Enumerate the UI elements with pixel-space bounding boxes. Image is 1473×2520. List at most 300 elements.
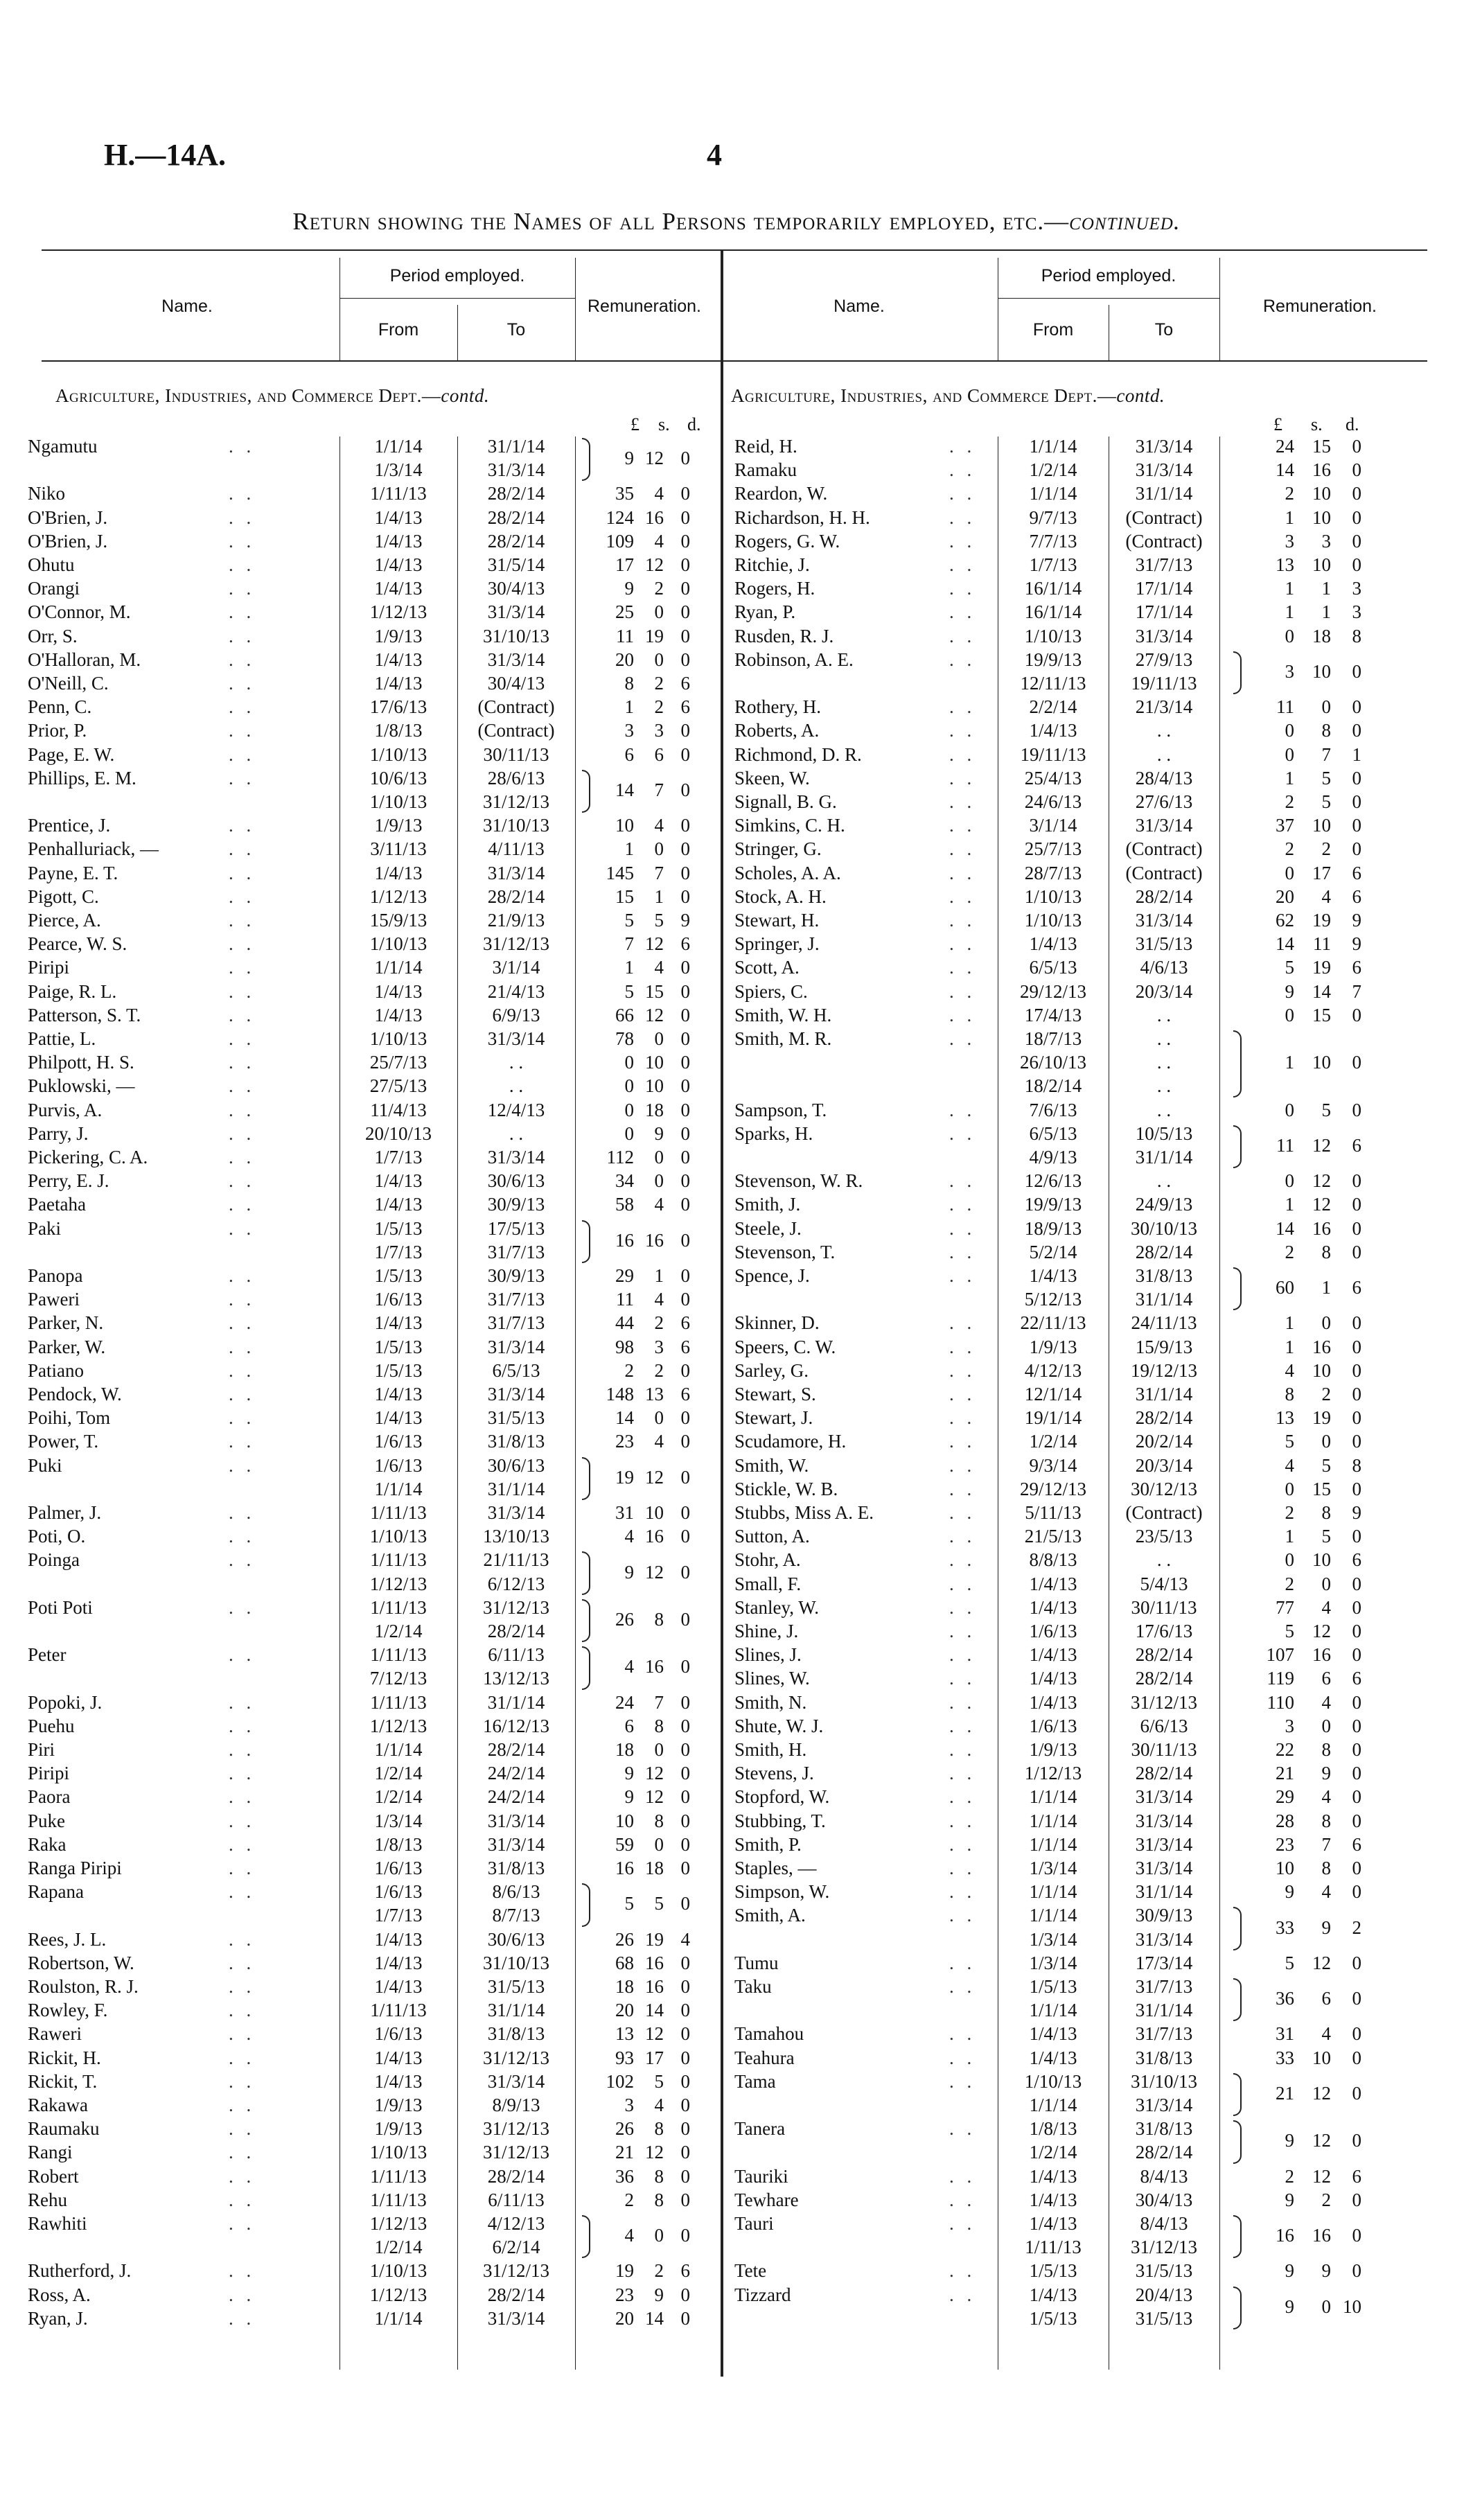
remuneration-pence: 0 — [680, 1407, 690, 1429]
period-from: 1/4/13 — [374, 1312, 423, 1334]
remuneration-pence: 0 — [1352, 1170, 1361, 1192]
period-to: 30/11/13 — [1131, 1596, 1197, 1618]
remuneration-pence: 0 — [680, 601, 690, 623]
remuneration-shillings: 16 — [1312, 459, 1331, 481]
remuneration-pounds: 77 — [1276, 1596, 1294, 1618]
remuneration-pence: 6 — [680, 2260, 690, 2282]
period-to: 24/9/13 — [1135, 1194, 1193, 1215]
person-name: Pattie, L. — [28, 1028, 96, 1049]
remuneration-pounds: 11 — [1276, 1134, 1294, 1156]
period-to: 30/9/13 — [487, 1194, 545, 1215]
period-from: 1/5/13 — [1029, 1976, 1077, 1997]
remuneration-pence: 0 — [680, 2000, 690, 2021]
period-to: 31/3/14 — [487, 1028, 545, 1049]
remuneration-pounds: 13 — [1276, 554, 1294, 575]
period-from: 1/1/14 — [374, 2307, 423, 2329]
remuneration-pounds: 5 — [1285, 957, 1294, 978]
period-to: 30/9/13 — [487, 1265, 545, 1286]
person-name: Small, F. — [734, 1573, 802, 1594]
period-from: 29/12/13 — [1019, 980, 1086, 1002]
period-from: 1/12/13 — [369, 601, 427, 623]
remuneration-pence: 0 — [1352, 436, 1361, 457]
period-from: 1/9/13 — [374, 2118, 423, 2140]
period-from: 1/11/13 — [370, 1644, 427, 1666]
remuneration-pence: 0 — [680, 1194, 690, 1215]
remuneration-pence: 2 — [1352, 1917, 1361, 1938]
remuneration-shillings: 16 — [645, 1229, 664, 1251]
period-to: 28/2/14 — [1135, 1668, 1193, 1689]
period-to: (Contract) — [1125, 506, 1203, 528]
remuneration-pence: 0 — [680, 2047, 690, 2068]
period-to: (Contract) — [477, 720, 555, 741]
remuneration-pence: 0 — [680, 448, 690, 469]
period-to: 31/12/13 — [482, 2142, 549, 2163]
leader-dots: . . — [949, 1502, 976, 1523]
remuneration-shillings: 19 — [1312, 910, 1331, 931]
leader-dots: . . — [949, 1739, 976, 1760]
remuneration-pence: 6 — [680, 1336, 690, 1357]
leader-dots: . . — [229, 1194, 256, 1215]
right-section-label: Agriculture, Industries, and Commerce Dept.— — [731, 385, 1117, 406]
leader-dots: . . — [229, 1763, 256, 1784]
period-from: 1/11/13 — [370, 1691, 427, 1713]
person-name: Steele, J. — [734, 1217, 802, 1239]
period-to: 31/1/14 — [1135, 1147, 1193, 1168]
period-from: 16/1/14 — [1024, 601, 1082, 623]
right-period-underline — [998, 298, 1219, 299]
remuneration-shillings: 6 — [1321, 1668, 1331, 1689]
remuneration-pounds: 5 — [1285, 1431, 1294, 1452]
remuneration-pence: 0 — [1352, 1312, 1361, 1334]
period-from: 1/2/14 — [1029, 1431, 1077, 1452]
person-name: Patterson, S. T. — [28, 1004, 141, 1025]
remuneration-pounds: 20 — [615, 2307, 634, 2329]
remuneration-shillings: 12 — [645, 2142, 664, 2163]
period-to: . . — [1156, 720, 1172, 741]
leader-dots: . . — [229, 1928, 256, 1950]
remuneration-pounds: 13 — [615, 2023, 634, 2045]
leader-dots: . . — [949, 1454, 976, 1476]
period-from: 1/12/13 — [369, 885, 427, 907]
remuneration-pence: 0 — [1352, 2260, 1361, 2282]
leader-dots: . . — [949, 720, 976, 741]
person-name: Speers, C. W. — [734, 1336, 836, 1357]
person-name: Popoki, J. — [28, 1691, 103, 1713]
period-to: 31/10/13 — [1130, 2070, 1197, 2092]
remuneration-pounds: 23 — [1276, 1833, 1294, 1855]
leader-dots: . . — [949, 1241, 976, 1262]
remuneration-shillings: 10 — [645, 1075, 664, 1097]
period-to: 31/1/14 — [487, 2000, 545, 2021]
period-to: 31/3/14 — [487, 2307, 545, 2329]
period-from: 1/4/13 — [1029, 2189, 1077, 2210]
period-to: 19/11/13 — [1131, 673, 1197, 694]
period-to: 31/5/13 — [487, 1976, 545, 1997]
period-to: 31/3/14 — [487, 459, 545, 481]
remuneration-pounds: 2 — [624, 2189, 634, 2210]
person-name: Ryan, J. — [28, 2307, 88, 2329]
period-to: 28/2/14 — [1135, 885, 1193, 907]
period-from: 1/10/13 — [1024, 625, 1082, 646]
remuneration-pounds: 98 — [615, 1336, 634, 1357]
remuneration-pounds: 3 — [1285, 1715, 1294, 1736]
period-to: . . — [509, 1052, 524, 1073]
period-from: 1/10/13 — [369, 933, 427, 955]
period-to: 30/11/13 — [1131, 1739, 1197, 1760]
period-to: 31/3/14 — [1135, 625, 1193, 646]
leader-dots: . . — [949, 1526, 976, 1547]
remuneration-pence: 0 — [680, 1561, 690, 1583]
period-to: 27/9/13 — [1135, 649, 1193, 670]
period-to: 12/4/13 — [487, 1099, 545, 1120]
remuneration-pounds: 17 — [615, 554, 634, 575]
remuneration-shillings: 12 — [645, 1466, 664, 1488]
period-to: . . — [1156, 1028, 1172, 1049]
person-name: Tamahou — [734, 2023, 804, 2045]
remuneration-shillings: 18 — [645, 1099, 664, 1120]
left-section-label: Agriculture, Industries, and Commerce Dept.— — [55, 385, 441, 406]
person-name: Simkins, C. H. — [734, 815, 845, 836]
leader-dots: . . — [949, 1407, 976, 1429]
person-name: Stopford, W. — [734, 1786, 830, 1808]
leader-dots: . . — [949, 815, 976, 836]
remuneration-pence: 0 — [680, 1786, 690, 1808]
period-from: 1/10/13 — [369, 791, 427, 812]
leader-dots: . . — [949, 554, 976, 575]
left-section-contd: contd. — [441, 385, 490, 406]
remuneration-shillings: 9 — [654, 1122, 664, 1144]
remuneration-shillings: 5 — [1321, 791, 1331, 812]
remuneration-shillings: 4 — [1321, 1786, 1331, 1808]
remuneration-pounds: 58 — [615, 1194, 634, 1215]
leader-dots: . . — [949, 910, 976, 931]
remuneration-shillings: 16 — [1312, 1217, 1331, 1239]
leader-dots: . . — [949, 1691, 976, 1713]
remuneration-shillings: 7 — [1321, 1833, 1331, 1855]
period-from: 1/12/13 — [369, 1573, 427, 1594]
leader-dots: . . — [949, 1905, 976, 1926]
remuneration-pounds: 29 — [1276, 1786, 1294, 1808]
leader-dots: . . — [949, 696, 976, 718]
period-from: 1/4/13 — [1029, 1691, 1077, 1713]
remuneration-shillings: 5 — [654, 910, 664, 931]
leader-dots: . . — [949, 2118, 976, 2140]
period-to: 17/1/14 — [1135, 601, 1193, 623]
leader-dots: . . — [949, 1881, 976, 1903]
period-from: 1/4/13 — [374, 1170, 423, 1192]
period-to: 28/2/14 — [1135, 2142, 1193, 2163]
period-to: 31/5/13 — [1135, 933, 1193, 955]
leader-dots: . . — [949, 1715, 976, 1736]
remuneration-pounds: 124 — [606, 506, 634, 528]
period-from: 26/10/13 — [1019, 1052, 1086, 1073]
remuneration-pence: 3 — [1352, 578, 1361, 599]
period-from: 1/4/13 — [374, 1976, 423, 1997]
person-name: Sarley, G. — [734, 1359, 809, 1381]
period-to: (Contract) — [1125, 838, 1203, 860]
remuneration-pence: 6 — [1352, 1134, 1361, 1156]
left-period-header: Period employed. — [389, 266, 525, 285]
person-name: Orr, S. — [28, 625, 78, 646]
grouping-brace — [582, 1646, 590, 1689]
period-from: 1/9/13 — [374, 815, 423, 836]
remuneration-pence: 0 — [680, 1147, 690, 1168]
leader-dots: . . — [229, 2023, 256, 2045]
person-name: Smith, W. H. — [734, 1004, 832, 1025]
person-name: Smith, M. R. — [734, 1028, 832, 1049]
period-to: 30/9/13 — [1135, 1905, 1193, 1926]
right-table-body — [734, 435, 1427, 2375]
person-name: Rickit, H. — [28, 2047, 101, 2068]
period-from: 1/4/13 — [1029, 1644, 1077, 1666]
period-to: . . — [1156, 1004, 1172, 1025]
remuneration-pence: 0 — [680, 862, 690, 883]
remuneration-pence: 0 — [1352, 1596, 1361, 1618]
person-name: Spence, J. — [734, 1265, 810, 1286]
remuneration-pounds: 0 — [624, 1099, 634, 1120]
leader-dots: . . — [229, 1170, 256, 1192]
period-from: 1/4/13 — [374, 578, 423, 599]
remuneration-pence: 0 — [680, 1466, 690, 1488]
remuneration-pence: 8 — [1352, 625, 1361, 646]
period-to: 13/10/13 — [482, 1526, 549, 1547]
remuneration-pounds: 1 — [624, 696, 634, 718]
leader-dots: . . — [949, 1478, 976, 1499]
leader-dots: . . — [949, 2189, 976, 2210]
period-from: 1/11/13 — [370, 483, 427, 504]
leader-dots: . . — [949, 885, 976, 907]
remuneration-pence: 0 — [1352, 1691, 1361, 1713]
leader-dots: . . — [949, 483, 976, 504]
person-name: Pierce, A. — [28, 910, 101, 931]
person-name: Purvis, A. — [28, 1099, 103, 1120]
person-name: Stohr, A. — [734, 1549, 801, 1571]
remuneration-shillings: 0 — [654, 649, 664, 670]
leader-dots: . . — [949, 1265, 976, 1286]
remuneration-pounds: 60 — [1276, 1277, 1294, 1298]
person-name: Puehu — [28, 1715, 75, 1736]
period-to: 20/4/13 — [1135, 2284, 1193, 2305]
leader-dots: . . — [229, 1715, 256, 1736]
remuneration-shillings: 16 — [645, 506, 664, 528]
period-to: 30/6/13 — [487, 1170, 545, 1192]
remuneration-pence: 6 — [1352, 2165, 1361, 2187]
period-from: 3/11/13 — [370, 838, 427, 860]
leader-dots: . . — [949, 2070, 976, 2092]
leader-dots: . . — [229, 1312, 256, 1334]
remuneration-shillings: 12 — [645, 933, 664, 955]
person-name: Panopa — [28, 1265, 83, 1286]
remuneration-shillings: 12 — [1312, 1621, 1331, 1641]
remuneration-pounds: 4 — [1285, 1359, 1294, 1381]
period-from: 1/11/13 — [370, 1502, 427, 1523]
remuneration-pence: 0 — [1352, 2082, 1361, 2104]
remuneration-shillings: 12 — [645, 1786, 664, 1808]
leader-dots: . . — [949, 1122, 976, 1144]
period-from: 1/5/13 — [374, 1217, 423, 1239]
period-from: 1/4/13 — [1029, 933, 1077, 955]
page-title — [0, 208, 1473, 236]
remuneration-pounds: 4 — [624, 1656, 634, 1677]
person-name: Perry, E. J. — [28, 1170, 109, 1192]
period-from: 15/9/13 — [369, 910, 427, 931]
period-from: 1/6/13 — [374, 1881, 423, 1903]
remuneration-pence: 0 — [1352, 1858, 1361, 1878]
remuneration-shillings: 8 — [1321, 1739, 1331, 1760]
remuneration-pounds: 36 — [1276, 1988, 1294, 2009]
remuneration-shillings: 17 — [645, 2047, 664, 2068]
period-to: 3/1/14 — [492, 957, 540, 978]
remuneration-pence: 0 — [1352, 1952, 1361, 1973]
leader-dots: . . — [949, 1644, 976, 1666]
person-name: O'Halloran, M. — [28, 649, 141, 670]
remuneration-pounds: 33 — [1276, 1917, 1294, 1938]
period-to: 31/3/14 — [487, 649, 545, 670]
person-name: Signall, B. G. — [734, 791, 837, 812]
remuneration-pence: 0 — [680, 1893, 690, 1914]
remuneration-shillings: 19 — [645, 1928, 664, 1950]
remuneration-pounds: 0 — [624, 1122, 634, 1144]
period-to: 31/3/14 — [487, 1502, 545, 1523]
period-from: 28/7/13 — [1024, 862, 1082, 883]
period-to: 16/12/13 — [482, 1715, 549, 1736]
leader-dots: . . — [229, 506, 256, 528]
period-to: 20/2/14 — [1135, 1431, 1193, 1452]
leader-dots: . . — [229, 1336, 256, 1357]
remuneration-shillings: 9 — [654, 2284, 664, 2305]
remuneration-pounds: 14 — [1276, 1217, 1294, 1239]
period-from: 1/7/13 — [1029, 554, 1077, 575]
period-to: 6/11/13 — [488, 1644, 545, 1666]
person-name: Ritchie, J. — [734, 554, 810, 575]
remuneration-shillings: 15 — [645, 980, 664, 1002]
person-name: Robert — [28, 2165, 79, 2187]
person-name: Richmond, D. R. — [734, 743, 862, 765]
remuneration-pence: 0 — [680, 1359, 690, 1381]
remuneration-pence: 0 — [1352, 1881, 1361, 1903]
period-from: 1/7/13 — [374, 1241, 423, 1262]
remuneration-shillings: 0 — [1321, 1573, 1331, 1594]
period-from: 1/4/13 — [1029, 2023, 1077, 2045]
remuneration-pounds: 1 — [1285, 1194, 1294, 1215]
leader-dots: . . — [229, 933, 256, 955]
remuneration-pounds: 2 — [1285, 483, 1294, 504]
leader-dots: . . — [949, 980, 976, 1002]
remuneration-shillings: 15 — [1312, 1478, 1331, 1499]
remuneration-shillings: 10 — [1312, 1052, 1331, 1073]
remuneration-pounds: 3 — [1285, 660, 1294, 682]
leader-dots: . . — [229, 1810, 256, 1831]
remuneration-pounds: 20 — [615, 2000, 634, 2021]
remuneration-pence: 0 — [680, 1229, 690, 1251]
period-to: 28/2/14 — [487, 2284, 545, 2305]
remuneration-shillings: 12 — [1312, 1134, 1331, 1156]
leader-dots: . . — [949, 1170, 976, 1192]
remuneration-pence: 0 — [1352, 1194, 1361, 1215]
person-name: Smith, P. — [734, 1833, 802, 1855]
remuneration-pence: 0 — [680, 1858, 690, 1878]
header-rule-top — [42, 249, 1427, 251]
leader-dots: . . — [229, 2070, 256, 2092]
period-from: 1/4/13 — [374, 980, 423, 1002]
leader-dots: . . — [229, 436, 256, 457]
period-from: 1/11/13 — [1025, 2237, 1082, 2258]
period-to: 30/12/13 — [1130, 1478, 1197, 1499]
grouping-brace — [1233, 1267, 1242, 1310]
period-from: 1/1/14 — [374, 1478, 423, 1499]
remuneration-shillings: 4 — [654, 1194, 664, 1215]
remuneration-pence: 0 — [680, 1052, 690, 1073]
period-from: 1/1/14 — [1029, 1905, 1077, 1926]
remuneration-pounds: 1 — [1285, 601, 1294, 623]
remuneration-shillings: 10 — [1312, 815, 1331, 836]
period-from: 1/11/13 — [370, 2189, 427, 2210]
remuneration-pounds: 14 — [1276, 933, 1294, 955]
period-from: 1/4/13 — [1029, 1596, 1077, 1618]
leader-dots: . . — [229, 578, 256, 599]
remuneration-pence: 6 — [680, 696, 690, 718]
remuneration-pounds: 35 — [615, 483, 634, 504]
period-to: 8/4/13 — [1140, 2213, 1188, 2234]
remuneration-shillings: 7 — [654, 862, 664, 883]
remuneration-pence: 0 — [680, 1763, 690, 1784]
period-from: 17/6/13 — [369, 696, 427, 718]
remuneration-pence: 0 — [1352, 1004, 1361, 1025]
period-to: 13/12/13 — [482, 1668, 549, 1689]
period-from: 1/4/13 — [1029, 1668, 1077, 1689]
person-name: Raka — [28, 1833, 67, 1855]
period-from: 1/8/13 — [374, 1833, 423, 1855]
period-to: 6/6/13 — [1140, 1715, 1188, 1736]
period-from: 1/8/13 — [1029, 2118, 1077, 2140]
period-to: 20/3/14 — [1135, 980, 1193, 1002]
period-to: 6/12/13 — [487, 1573, 545, 1594]
person-name: Stubbs, Miss A. E. — [734, 1502, 874, 1523]
remuneration-pounds: 0 — [1285, 625, 1294, 646]
person-name: Stewart, S. — [734, 1384, 816, 1404]
remuneration-pounds: 7 — [624, 933, 634, 955]
grouping-brace — [1233, 1907, 1242, 1950]
leader-dots: . . — [949, 2260, 976, 2282]
leader-dots: . . — [229, 1858, 256, 1878]
remuneration-shillings: 4 — [654, 2095, 664, 2115]
remuneration-pence: 0 — [1352, 1526, 1361, 1547]
leader-dots: . . — [229, 1122, 256, 1144]
remuneration-pence: 0 — [680, 743, 690, 765]
remuneration-shillings: 5 — [1321, 1454, 1331, 1476]
remuneration-pounds: 11 — [1276, 696, 1294, 718]
person-name: Scott, A. — [734, 957, 800, 978]
period-to: 31/1/14 — [1135, 2000, 1193, 2021]
remuneration-pence: 0 — [680, 554, 690, 575]
person-name: Power, T. — [28, 1431, 99, 1452]
period-to: 17/5/13 — [487, 1217, 545, 1239]
person-name: Paora — [28, 1786, 71, 1808]
grouping-brace — [1233, 2286, 1242, 2329]
remuneration-shillings: 5 — [654, 1893, 664, 1914]
remuneration-pence: 0 — [1352, 459, 1361, 481]
grouping-brace — [1233, 1030, 1242, 1098]
remuneration-shillings: 12 — [1312, 2130, 1331, 2151]
remuneration-pounds: 5 — [624, 1893, 634, 1914]
remuneration-shillings: 18 — [1312, 625, 1331, 646]
period-from: 20/10/13 — [364, 1122, 432, 1144]
remuneration-pounds: 16 — [615, 1229, 634, 1251]
remuneration-pence: 0 — [680, 1170, 690, 1192]
period-to: 31/5/13 — [1135, 2260, 1193, 2282]
leader-dots: . . — [229, 862, 256, 883]
remuneration-pence: 9 — [1352, 910, 1361, 931]
